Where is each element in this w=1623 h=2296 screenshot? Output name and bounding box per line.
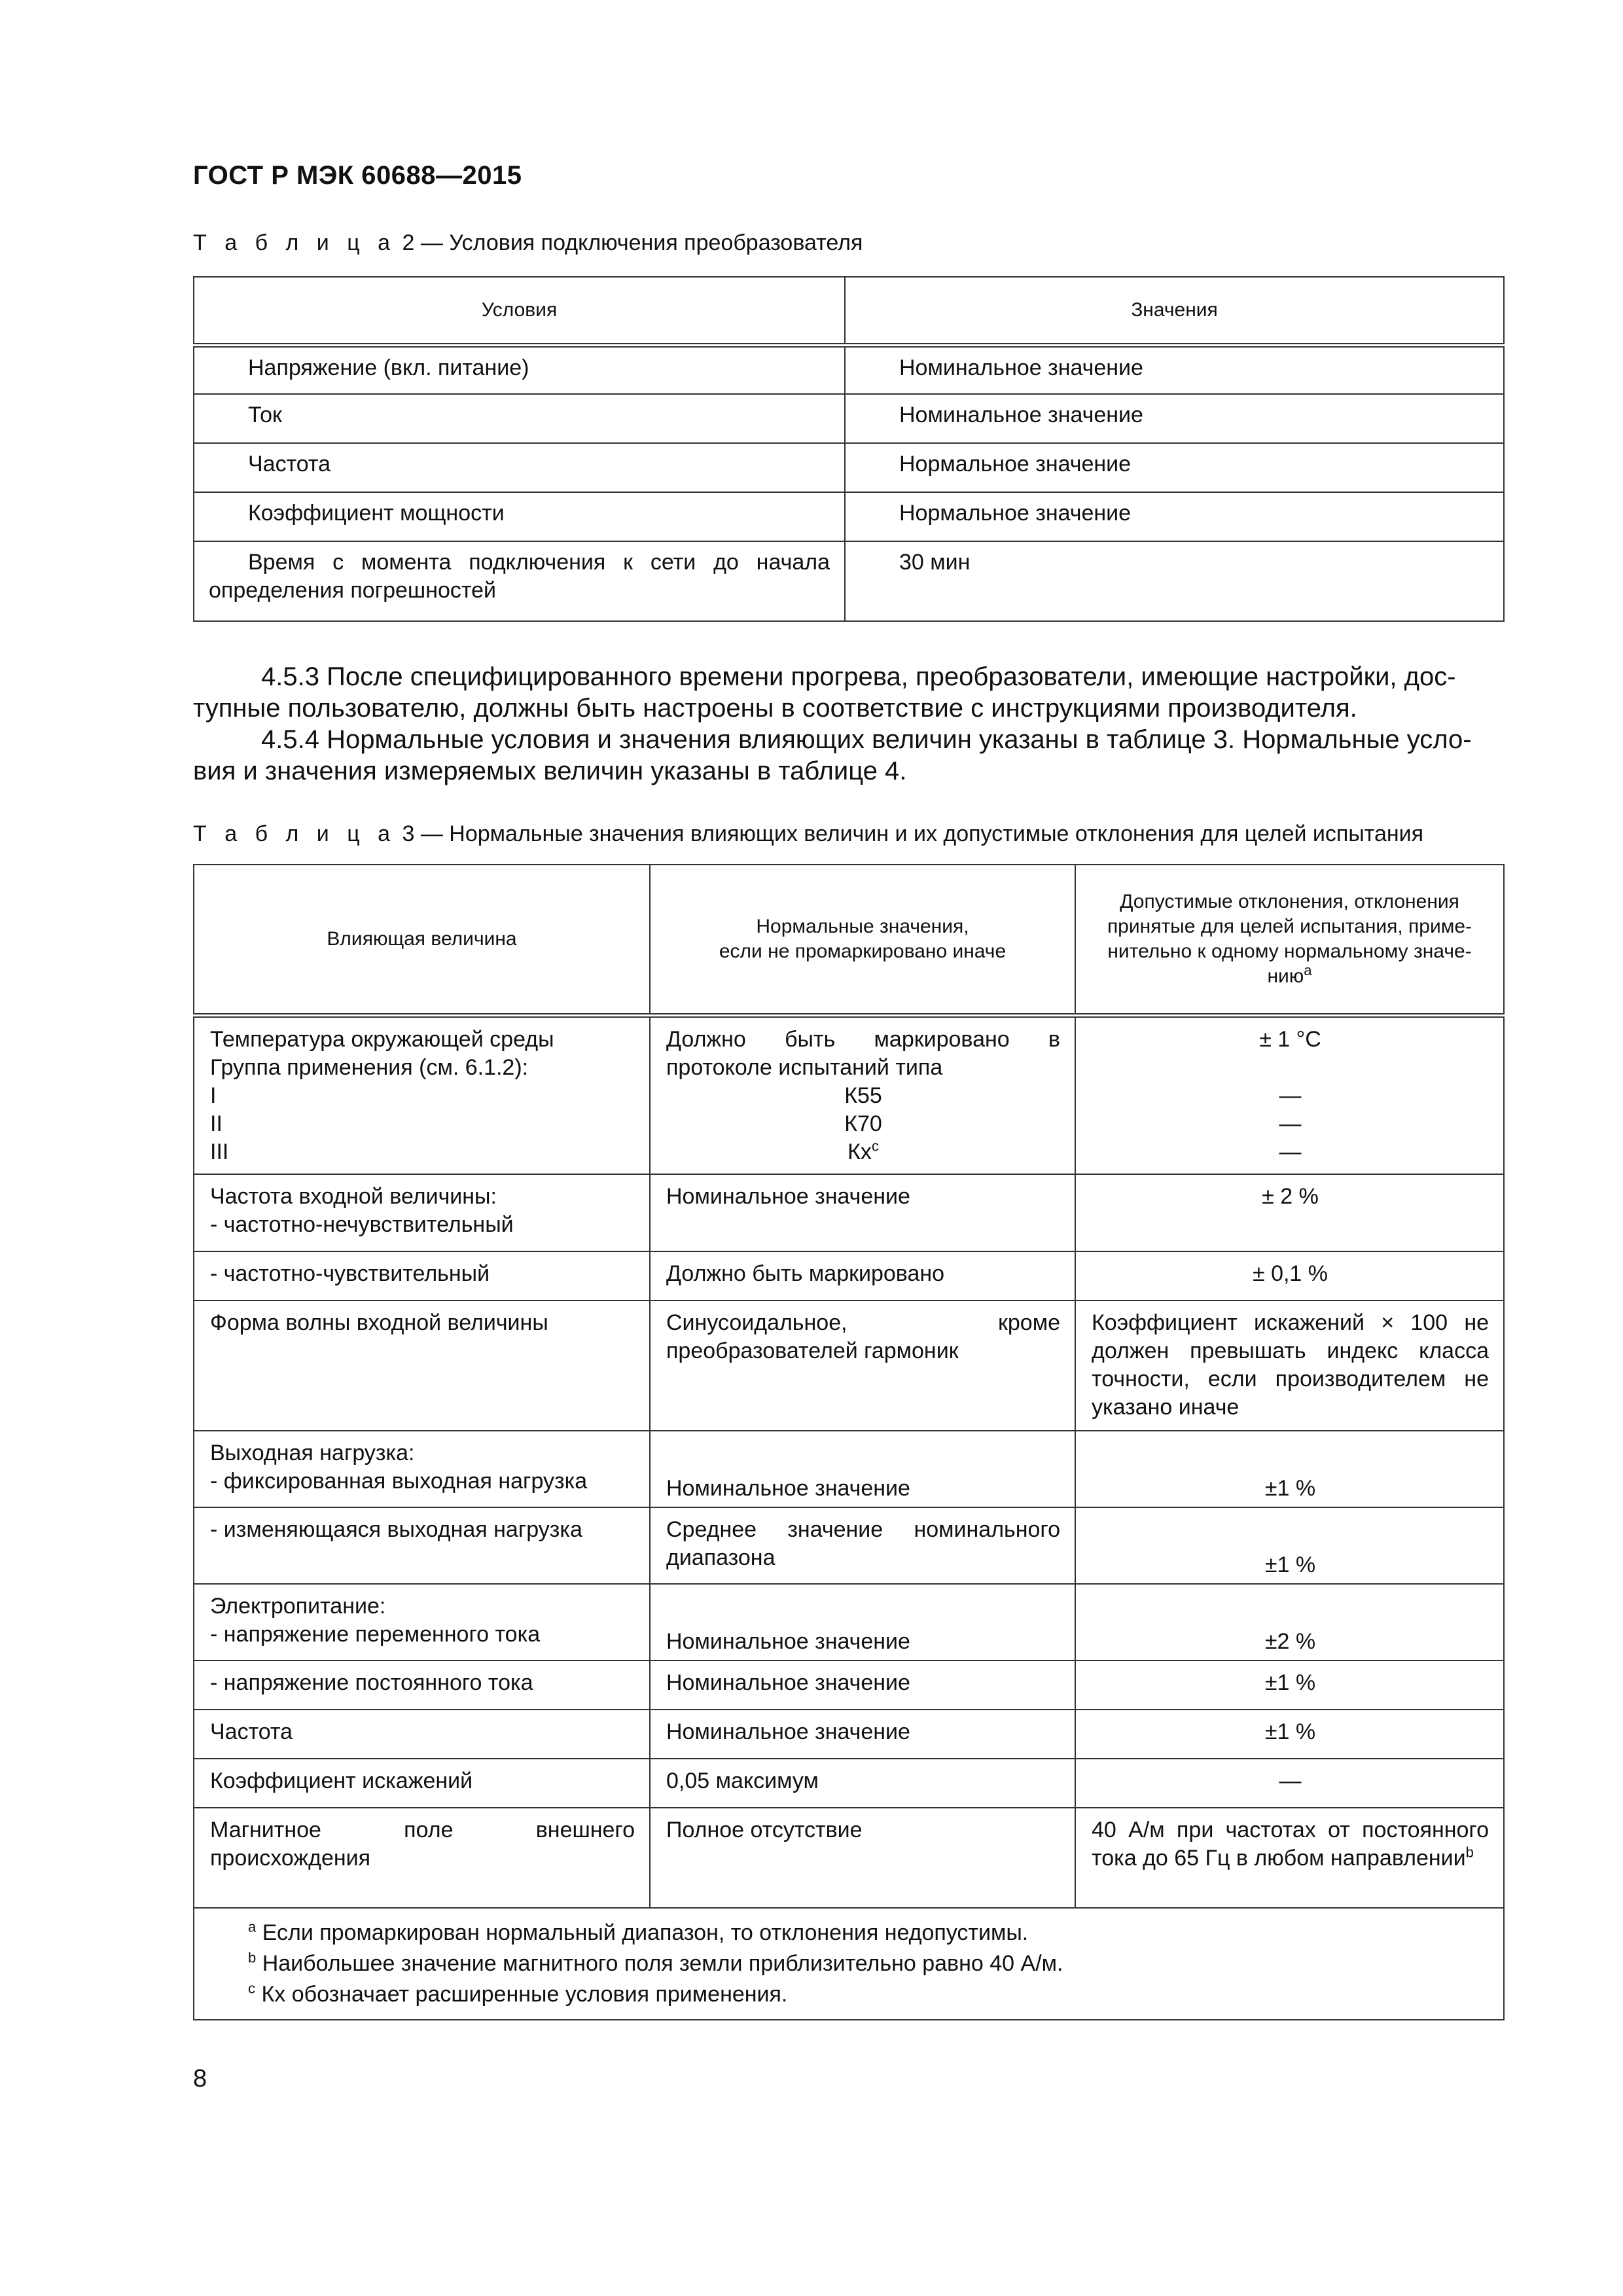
freq-deviation: ± 2 % — [1075, 1174, 1504, 1251]
table-row — [194, 1710, 1504, 1759]
cell-line: Группа применения (см. 6.1.2): — [210, 1054, 529, 1080]
cell-line: Электропитание: — [210, 1594, 386, 1619]
table2-condition: Ток — [194, 394, 845, 443]
table2-caption — [193, 230, 863, 256]
table-row — [194, 1015, 1504, 1174]
power-freq-normal: Номинальное значение — [650, 1710, 1075, 1759]
cell-line: ± 1 °C — [1259, 1026, 1321, 1052]
table2-value: Номинальное значение — [845, 394, 1504, 443]
header-line: если не промаркировано иначе — [719, 940, 1007, 962]
cell-line: Частота входной величины: — [210, 1184, 497, 1209]
table2-caption-text: 2 — Условия подключения преобразователя — [402, 230, 863, 255]
magnetic-quantity: Магнитное поле внешнего происхождения — [194, 1808, 650, 1908]
load-var-normal: Среднее значение номинального диапазона — [650, 1507, 1075, 1584]
distortion-quantity: Коэффициент искажений — [194, 1759, 650, 1808]
table2-value: Номинальное значение — [845, 345, 1504, 394]
table3-footnotes-row — [194, 1908, 1504, 2020]
waveform-deviation: Коэффициент искажений × 100 не должен превышать индекс класса точности, если производителем не указано иначе — [1075, 1300, 1504, 1431]
load-fixed-normal: Номинальное значение — [650, 1431, 1075, 1507]
freq-normal: Номинальное значение — [650, 1174, 1075, 1251]
waveform-quantity: Форма волны входной величины — [194, 1300, 650, 1431]
table2-condition: Время с момента подключения к сети до начала определения погрешностей — [194, 541, 845, 621]
footnote-mark: b — [248, 1949, 257, 1966]
distortion-normal: 0,05 максимум — [650, 1759, 1075, 1808]
power-freq-deviation: ±1 % — [1075, 1710, 1504, 1759]
table-row — [194, 443, 1504, 492]
cell-line: Температура окружающей среды — [210, 1026, 554, 1052]
header-line: принятые для целей испытания, приме- — [1107, 915, 1472, 937]
cell-line: — — [1279, 1139, 1302, 1164]
table-row — [194, 1507, 1504, 1584]
table2-value: Нормальное значение — [845, 443, 1504, 492]
table3-header-normal-values — [650, 865, 1075, 1015]
cell-line: — — [1279, 1111, 1302, 1136]
table2-header-row — [194, 277, 1504, 345]
paragraph-line: тупные пользователю, должны быть настроены в соответствие с инструкциями производителя. — [193, 694, 1357, 723]
table-row — [194, 541, 1504, 621]
magnetic-deviation — [1075, 1808, 1504, 1908]
table3-header-deviations — [1075, 865, 1504, 1015]
cell-line: III — [210, 1139, 229, 1164]
footnote — [248, 1979, 1489, 2010]
cell-line — [666, 1138, 1060, 1166]
table3-header-quantity: Влияющая величина — [194, 865, 650, 1015]
table3-caption-label: Т а б л и ц а — [193, 821, 397, 846]
paragraph-line: 4.5.3 После специфицированного времени прогрева, преобразователи, имеющие настройки, дос- — [261, 662, 1456, 691]
cell-line: К55 — [844, 1083, 882, 1108]
header-line — [1077, 961, 1503, 989]
cell-line: I — [210, 1083, 217, 1108]
table2-condition: Коэффициент мощности — [194, 492, 845, 541]
cell-line: К70 — [844, 1111, 882, 1136]
cell-line: Выходная нагрузка: — [210, 1441, 415, 1465]
footnote-mark: a — [248, 1918, 257, 1935]
cell-line: - фиксированная выходная нагрузка — [210, 1469, 588, 1494]
temp-deviation — [1075, 1015, 1504, 1174]
table-row — [194, 1660, 1504, 1710]
footnote — [248, 1918, 1489, 1948]
load-var-quantity: - изменяющаяся выходная нагрузка — [194, 1507, 650, 1584]
table-row — [194, 345, 1504, 394]
cell-line: - частотно-нечувствительный — [210, 1212, 514, 1237]
page-number: 8 — [193, 2065, 207, 2092]
power-ac-quantity — [194, 1584, 650, 1660]
magnetic-normal: Полное отсутствие — [650, 1808, 1075, 1908]
table-row — [194, 1431, 1504, 1507]
footnote-text: Если промаркирован нормальный диапазон, то отклонения недопустимы. — [256, 1920, 1029, 1945]
header-line: Нормальные значения, — [756, 915, 969, 937]
load-var-deviation: ±1 % — [1075, 1507, 1504, 1584]
table2-header-values: Значения — [845, 277, 1504, 345]
header-text: нию — [1267, 965, 1304, 987]
table-2 — [193, 276, 1505, 622]
temp-normal — [650, 1015, 1075, 1174]
table-row — [194, 1251, 1504, 1300]
freq-sens-normal: Должно быть маркировано — [650, 1251, 1075, 1300]
table3-footnotes — [194, 1908, 1504, 2020]
power-dc-quantity: - напряжение постоянного тока — [194, 1660, 650, 1710]
footnote-mark: c — [248, 1980, 255, 1997]
power-dc-deviation: ±1 % — [1075, 1660, 1504, 1710]
load-fixed-quantity — [194, 1431, 650, 1507]
table2-condition: Частота — [194, 443, 845, 492]
paragraph-4-5-4 — [193, 724, 1503, 787]
table2-value: 30 мин — [845, 541, 1504, 621]
header-line: нительно к одному нормальному значе- — [1107, 940, 1472, 962]
power-ac-normal: Номинальное значение — [650, 1584, 1075, 1660]
table-row — [194, 492, 1504, 541]
freq-quantity — [194, 1174, 650, 1251]
paragraph-4-5-3 — [193, 661, 1503, 724]
table-row — [194, 1584, 1504, 1660]
standard-header: ГОСТ Р МЭК 60688—2015 — [193, 161, 522, 190]
table2-caption-label: Т а б л и ц а — [193, 230, 397, 255]
table2-header-conditions: Условия — [194, 277, 845, 345]
table-row — [194, 1300, 1504, 1431]
freq-sens-quantity: - частотно-чувствительный — [194, 1251, 650, 1300]
footnote — [248, 1948, 1489, 1979]
cell-text: 40 А/м при частотах от постоянного тока до 65 Гц в любом направлении — [1092, 1818, 1489, 1871]
freq-sens-deviation: ± 0,1 % — [1075, 1251, 1504, 1300]
footnote-ref-a: a — [1304, 961, 1312, 978]
table3-header-row — [194, 865, 1504, 1015]
power-freq-quantity: Частота — [194, 1710, 650, 1759]
power-ac-deviation: ±2 % — [1075, 1584, 1504, 1660]
paragraph-line: 4.5.4 Нормальные условия и значения влияющих величин указаны в таблице 3. Нормальные усло- — [261, 725, 1472, 754]
load-fixed-deviation: ±1 % — [1075, 1431, 1504, 1507]
cell-line: — — [1279, 1083, 1302, 1108]
table2-condition: Напряжение (вкл. питание) — [194, 345, 845, 394]
table2-value: Нормальное значение — [845, 492, 1504, 541]
waveform-normal: Синусоидальное, кроме преобразователей гармоник — [650, 1300, 1075, 1431]
table-3 — [193, 864, 1505, 2020]
footnote-ref-b: b — [1465, 1844, 1474, 1861]
distortion-deviation: — — [1075, 1759, 1504, 1808]
cell-text: Должно быть маркировано в протоколе испытаний типа — [666, 1026, 1060, 1080]
cell-line: - напряжение переменного тока — [210, 1622, 541, 1647]
table3-caption — [193, 821, 1423, 847]
table-row — [194, 394, 1504, 443]
footnote-text: Кх обозначает расширенные условия применения. — [255, 1982, 788, 2007]
paragraph-line: вия и значения измеряемых величин указаны в таблице 4. — [193, 757, 907, 785]
cell-text: Кх — [847, 1139, 872, 1164]
table-row — [194, 1174, 1504, 1251]
table3-caption-text: 3 — Нормальные значения влияющих величин и их допустимые отклонения для целей испытания — [402, 821, 1424, 846]
cell-line — [1092, 1054, 1489, 1082]
temp-quantity — [194, 1015, 650, 1174]
table-row — [194, 1759, 1504, 1808]
table-row — [194, 1808, 1504, 1908]
header-line: Допустимые отклонения, отклонения — [1120, 890, 1459, 912]
footnote-ref-c: c — [871, 1138, 879, 1155]
power-dc-normal: Номинальное значение — [650, 1660, 1075, 1710]
cell-line: II — [210, 1111, 223, 1136]
footnote-text: Наибольшее значение магнитного поля земли приблизительно равно 40 А/м. — [256, 1951, 1063, 1976]
